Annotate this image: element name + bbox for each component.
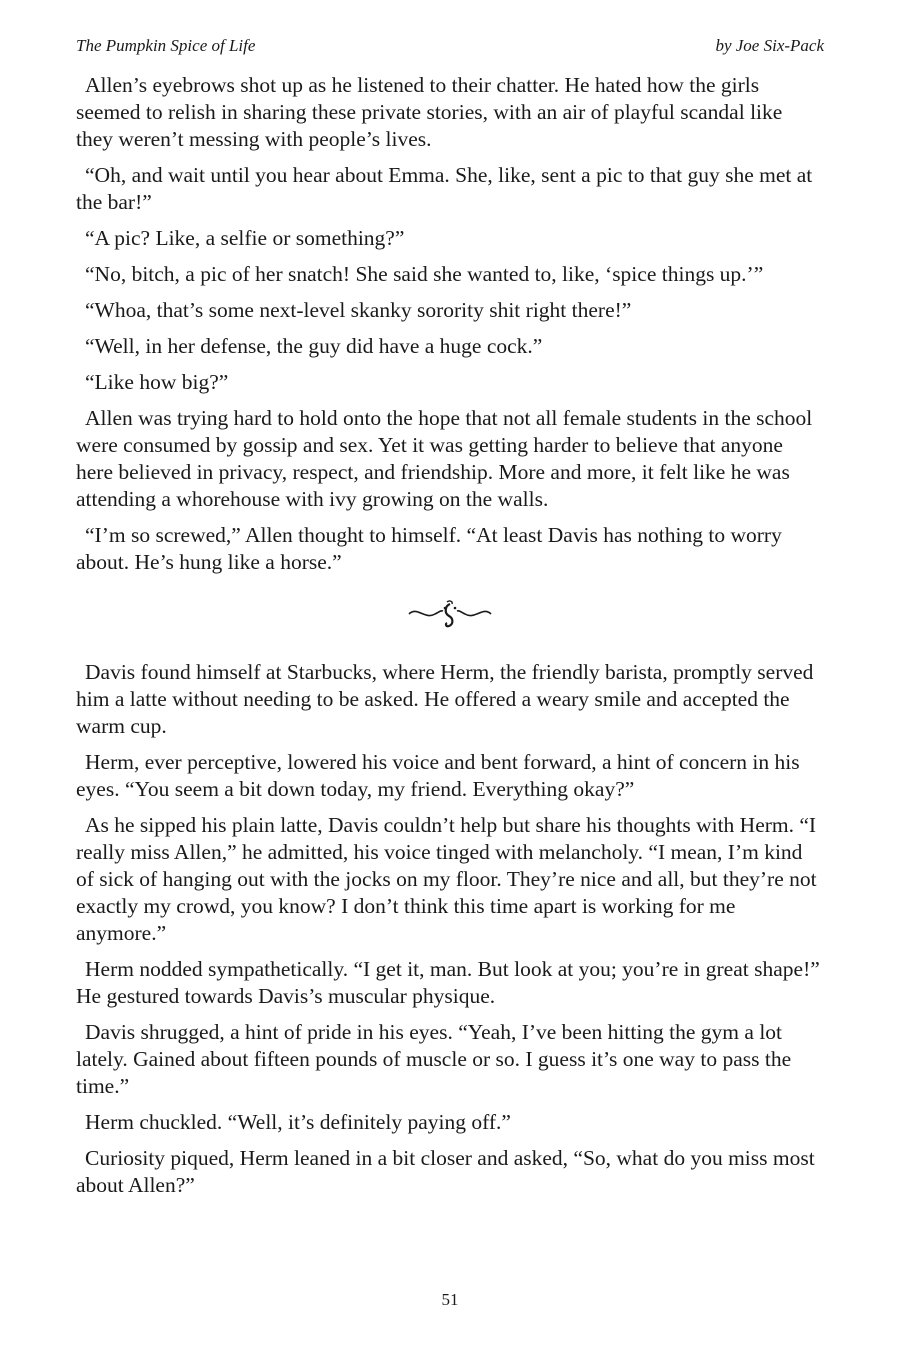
running-header <box>76 36 824 56</box>
paragraph: Curiosity piqued, Herm leaned in a bit closer and asked, “So, what do you miss most about Allen?” <box>76 1146 815 1197</box>
paragraph: “A pic? Like, a selfie or something?” <box>85 226 405 250</box>
author-name: by Joe Six-Pack <box>715 36 824 55</box>
paragraph: Davis found himself at Starbucks, where Herm, the friendly barista, promptly served him a latte without needing to be asked. He offered a weary smile and accepted the warm cup. <box>76 660 814 738</box>
section-one-text <box>76 72 824 585</box>
paragraph: “Like how big?” <box>85 370 229 394</box>
paragraph: “Well, in her defense, the guy did have a huge cock.” <box>85 334 543 358</box>
paragraph: Herm chuckled. “Well, it’s definitely paying off.” <box>85 1110 511 1134</box>
paragraph: Allen was trying hard to hold onto the hope that not all female students in the school were consumed by gossip and sex. Yet it was getting harder to believe that anyone here believed in privacy, respect, and friendship. More and more, it felt like he was attending a whorehouse with ivy growing on the walls. <box>76 406 813 511</box>
page-number: 51 <box>441 1290 459 1309</box>
paragraph: “Oh, and wait until you hear about Emma. She, like, sent a pic to that guy she met at the bar!” <box>76 163 813 214</box>
paragraph: Allen’s eyebrows shot up as he listened to their chatter. He hated how the girls seemed to relish in sharing these private stories, with an air of playful scandal like they weren’t messing with people’s lives. <box>76 73 783 151</box>
paragraph: “I’m so screwed,” Allen thought to himself. “At least Davis has nothing to worry about. He’s hung like a horse.” <box>76 523 782 574</box>
paragraph: “No, bitch, a pic of her snatch! She said she wanted to, like, ‘spice things up.’” <box>85 262 764 286</box>
paragraph: Davis shrugged, a hint of pride in his eyes. “Yeah, I’ve been hitting the gym a lot lately. Gained about fifteen pounds of muscle or so. I guess it’s one way to pass the time.” <box>76 1020 792 1098</box>
paragraph: Herm nodded sympathetically. “I get it, man. But look at you; you’re in great shape!” He gestured towards Davis’s muscular physique. <box>76 957 820 1008</box>
paragraph: As he sipped his plain latte, Davis couldn’t help but share his thoughts with Herm. “I really miss Allen,” he admitted, his voice tinged with melancholy. “I mean, I’m kind of sick of hanging out with the jocks on my floor. They’re nice and all, but they’re not exactly my crowd, you know? I don’t think this time apart is working for me anymore.” <box>76 813 817 945</box>
flourish-icon <box>405 596 495 632</box>
paragraph: “Whoa, that’s some next-level skanky sorority shit right there!” <box>85 298 632 322</box>
scene-break-ornament-icon <box>0 596 900 636</box>
book-title: The Pumpkin Spice of Life <box>76 36 256 55</box>
paragraph: Herm, ever perceptive, lowered his voice and bent forward, a hint of concern in his eyes. “You seem a bit down today, my friend. Everything okay?” <box>76 750 800 801</box>
section-two-text <box>76 659 824 1208</box>
